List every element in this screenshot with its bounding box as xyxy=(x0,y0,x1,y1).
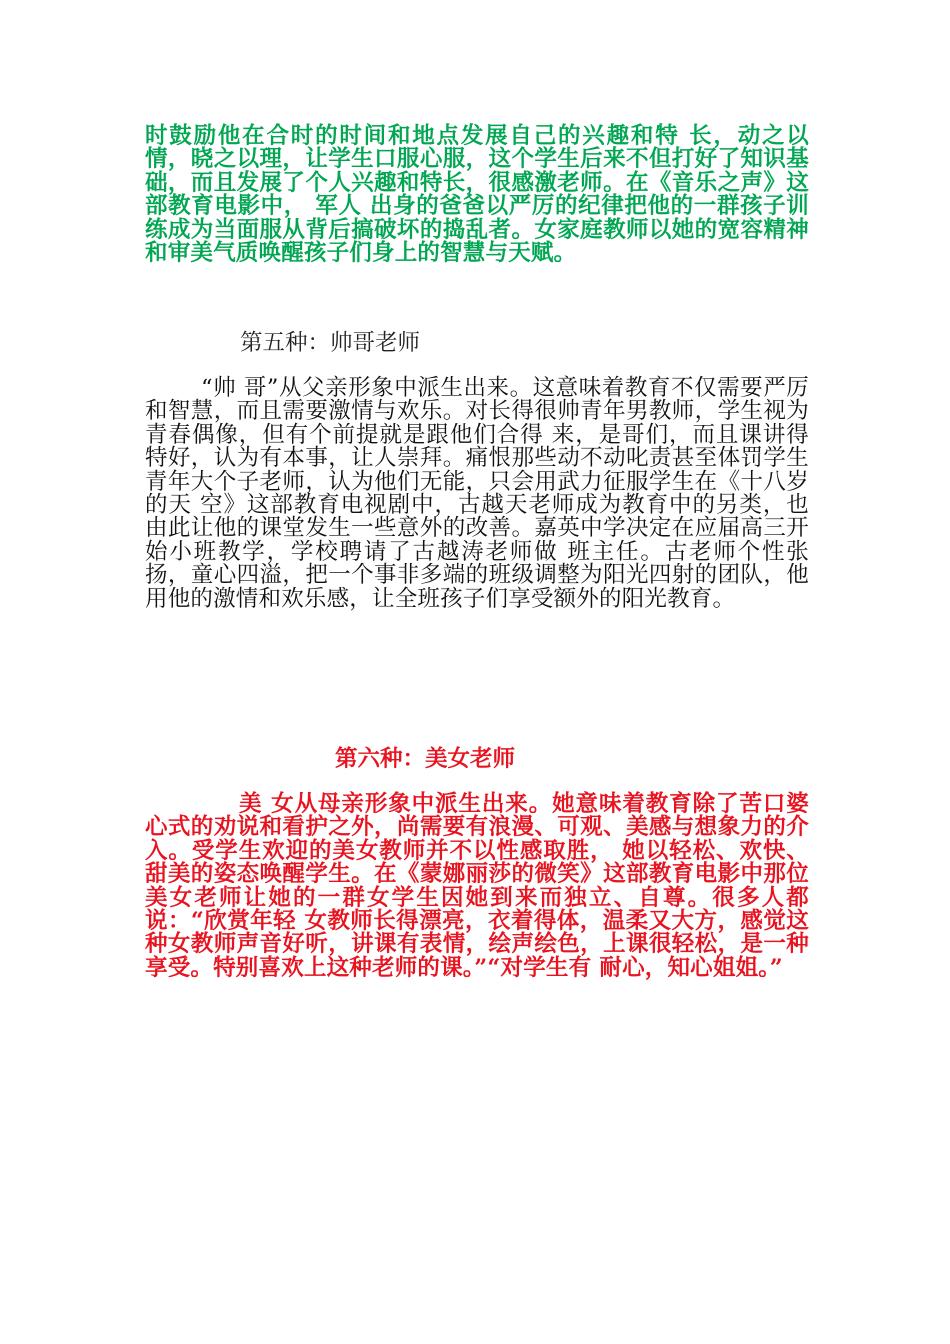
paragraph-handsome-teacher: “帅 哥”从父亲形象中派生出来。这意味着教育不仅需要严厉和智慧，而且需要激情与欢乐。对长得很帅青年男教师，学生视为青春偶像，但有个前提就是跟他们合得 来，是哥们，而且课讲得特好，认为有本事，让人崇拜。痛恨那些动不动叱责甚至体罚学生青年大个子老师，认为他们无能，只会用武力征服学生在《十八岁的天 空》这部教育电视剧中，古越天老师成为教育中的另类，也由此让他的课堂发生一些意外的改善。嘉英中学决定在应届高三开始小班教学，学校聘请了古越涛老师做 班主任。古老师个性张扬，童心四溢，把一个事非多端的班级调整为阳光四射的团队，他用他的激情和欢乐感，让全班孩子们享受额外的阳光教育。 xyxy=(145,375,809,612)
paragraph-sound-of-music: 时鼓励他在合时的时间和地点发展自己的兴趣和特 长，动之以情，晓之以理，让学生口服心服，这个学生后来不但打好了知识基础，而且发展了个人兴趣和特长，很感激老师。在《音乐之声》这部教育电影中， 军人 出身的爸爸以严厉的纪律把他的一群孩子训练成为当面服从背后搞破坏的捣乱者。女家庭教师以她的宽容精神和审美气质唤醒孩子们身上的智慧与天赋。 xyxy=(145,123,809,267)
paragraph-beautiful-teacher: 美 女从母亲形象中派生出来。她意味着教育除了苦口婆心式的劝说和看护之外，尚需要有浪漫、可观、美感与想象力的介入。受学生欢迎的美女教师并不以性感取胜， 她以轻松、欢快、甜美的姿态唤醒学生。在《蒙娜丽莎的微笑》这部教育电影中那位美女老师让她的一群女学生因她到来而独立、自尊。很多人都说：“欣赏年轻 女教师长得漂亮，衣着得体，温柔又大方，感觉这种女教师声音好听，讲课有表情，绘声绘色，上课很轻松，是一种享受。特别喜欢上这种老师的课。”“对学生有 耐心，知心姐姐。” xyxy=(145,791,809,981)
heading-beautiful-teacher: 第六种：美女老师 xyxy=(335,746,516,772)
heading-handsome-teacher: 第五种：帅哥老师 xyxy=(240,330,421,356)
